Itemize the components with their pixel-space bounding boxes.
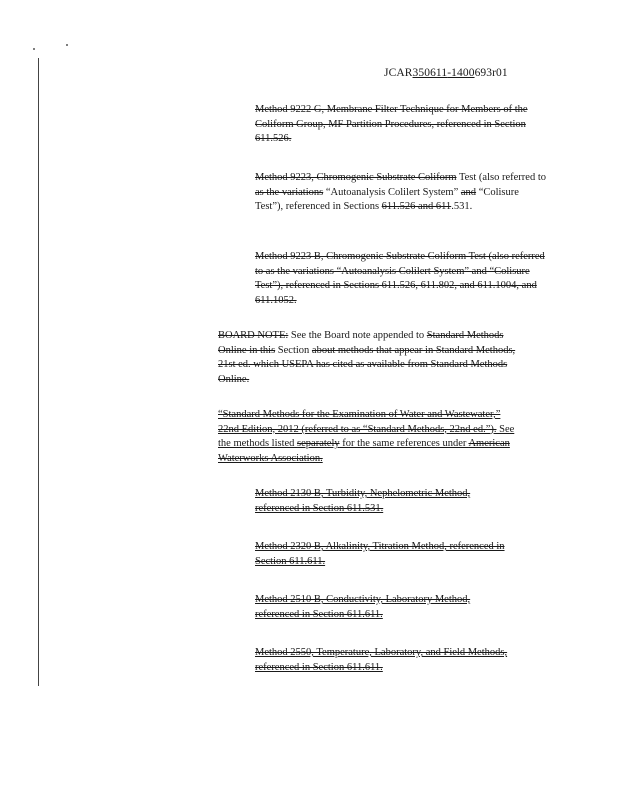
paragraph-text (255, 250, 547, 308)
text-segment: 611.526 and 611 (381, 201, 452, 213)
text-segment: and (460, 186, 477, 198)
text-segment: Test (also referred to (456, 172, 546, 183)
text-segment: separately (297, 438, 340, 450)
text-segment: “Autoanalysis Colilert System” (323, 186, 461, 198)
paragraph-text (255, 540, 517, 569)
text-segment: Standard Methods Online in this (218, 330, 504, 356)
header-prefix: JCAR (384, 67, 413, 79)
paragraph-method-2550 (255, 646, 517, 675)
revision-margin-bar (38, 58, 39, 686)
paragraph-text (255, 646, 517, 675)
paragraph-method-9222g (255, 103, 547, 147)
text-segment: Method 9222 G, Membrane Filter Technique for Members of the Coliform Group, MF Partition Procedures, referenced in Section 611.526. (255, 104, 528, 145)
text-segment: American Waterworks Association. (218, 438, 510, 464)
text-segment: BOARD NOTE: (218, 330, 289, 341)
text-segment: as the variations (255, 186, 324, 198)
paragraph-text (218, 408, 520, 466)
scan-speck (66, 44, 68, 46)
scan-speck (33, 48, 35, 50)
paragraph-method-9223 (255, 171, 547, 215)
text-segment: about methods that appear in Standard Methods, 21st ed. which USEPA has cited as available from Standard Methods Online. (218, 344, 516, 385)
text-segment: See the Board note appended to (288, 330, 427, 341)
text-segment: “Colisure Test”), referenced in Sections (255, 186, 519, 213)
header-id: 350611 (412, 67, 448, 79)
header-tail: 693r01 (474, 67, 508, 79)
paragraph-method-9223b (255, 250, 547, 308)
text-segment: Section (275, 344, 312, 356)
paragraph-text (218, 329, 520, 387)
text-segment: “Standard Methods for the Examination of Water and Wastewater,” 22nd Edition, 2012 (referred to as “Standard Methods, 22nd ed.”). (218, 409, 501, 435)
header-suffix: -1400 (447, 67, 475, 79)
paragraph-standard-methods-22nd (218, 408, 520, 466)
paragraph-board-note (218, 329, 520, 387)
text-segment: for the same references under (339, 438, 469, 450)
text-segment: Method 9223, Chromogenic Substrate Coliform (255, 172, 457, 183)
text-segment: Method 9223 B, Chromogenic Substrate Coliform Test (also referred to as the variations “Autoanalysis Colilert System” and “Colisure Test”), referenced in Sections 611.526, 611.802, and 611.1004, and 611.1052. (255, 251, 545, 306)
paragraph-text (255, 171, 547, 215)
document-id-header (384, 66, 508, 81)
text-segment: .531. (451, 201, 473, 213)
text-segment: Method 2510 B, Conductivity, Laboratory Method, referenced in Section 611.611. (255, 594, 471, 620)
text-segment: Method 2320 B, Alkalinity, Titration Method, referenced in Section 611.611. (255, 541, 505, 567)
text-segment: Method 2130 B, Turbidity, Nephelometric Method, referenced in Section 611.531. (255, 488, 471, 514)
paragraph-method-2130b (255, 487, 517, 516)
paragraph-text (255, 103, 547, 147)
text-segment: Method 2550, Temperature, Laboratory, and Field Methods, referenced in Section 611.611. (255, 647, 508, 673)
paragraph-method-2320b (255, 540, 517, 569)
paragraph-text (255, 593, 517, 622)
paragraph-method-2510b (255, 593, 517, 622)
text-segment: See the methods listed (218, 423, 515, 450)
paragraph-text (255, 487, 517, 516)
